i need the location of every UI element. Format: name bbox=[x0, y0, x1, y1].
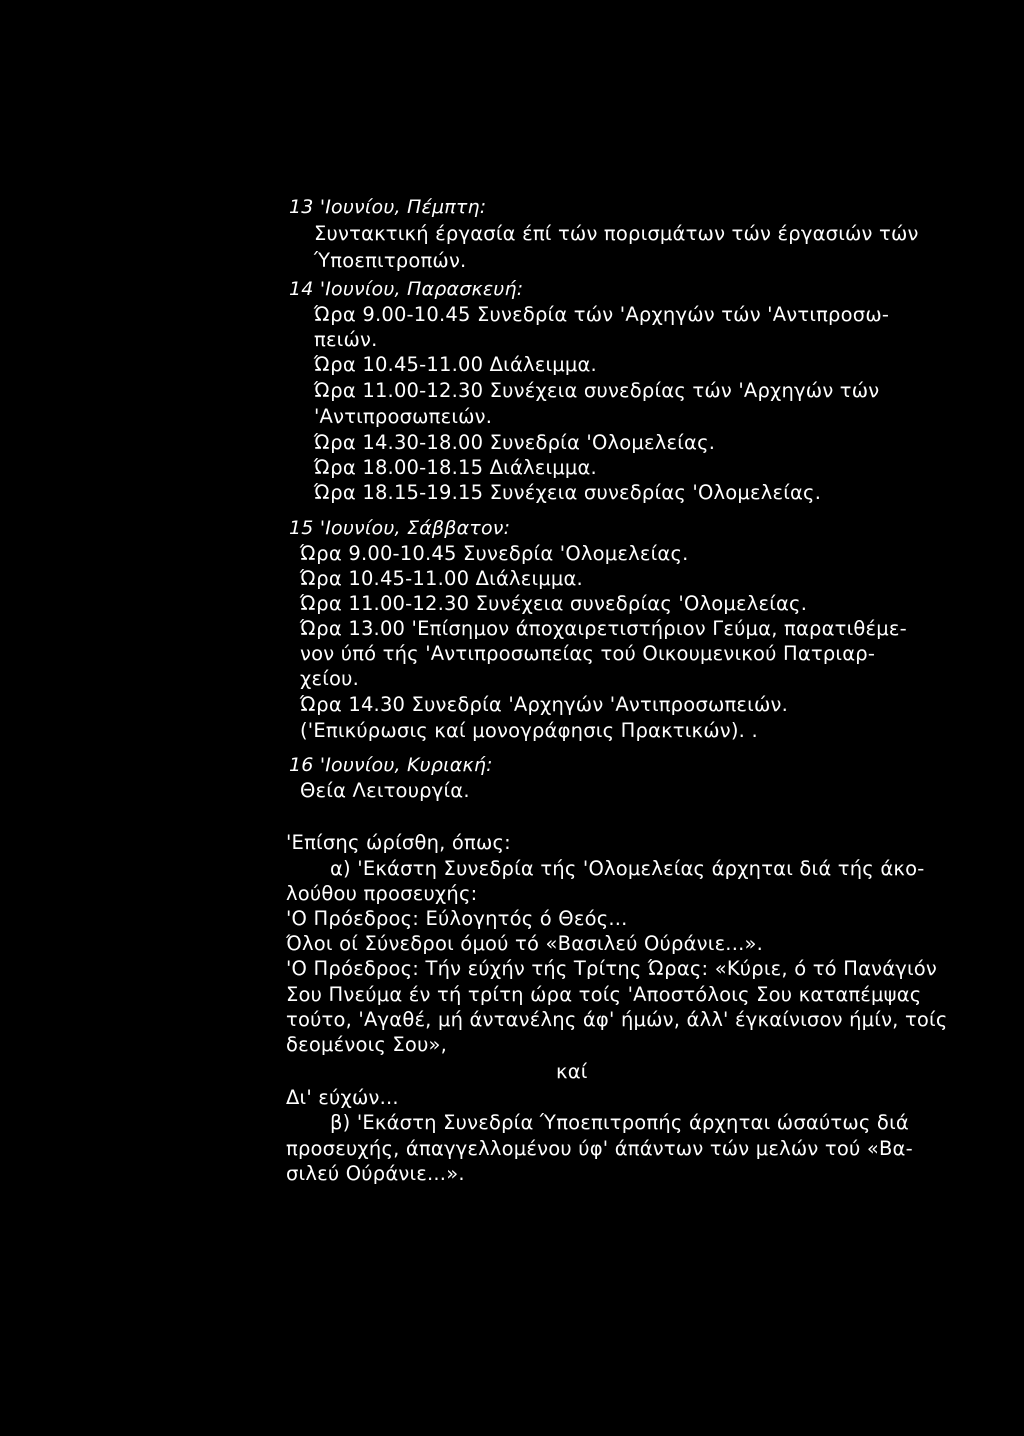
day14-line: Ώρα 11.00-12.30 Συνέχεια συνεδρίας τών 'Αρχηγών τών bbox=[314, 379, 880, 402]
day15-line: χείου. bbox=[300, 667, 360, 690]
notes-line: Σου Πνεύμα έν τή τρίτη ώρα τοίς 'Αποστόλοις Σου καταπέμψας bbox=[286, 983, 922, 1006]
notes-kai: καί bbox=[556, 1060, 588, 1083]
day15-line: Ώρα 10.45-11.00 Διάλειμμα. bbox=[300, 567, 583, 590]
day14-heading: 14 'Ιουνίου, Παρασκευή: bbox=[289, 278, 524, 300]
day16-line: Θεία Λειτουργία. bbox=[300, 779, 470, 802]
day14-line: Ώρα 18.15-19.15 Συνέχεια συνεδρίας 'Ολομελείας. bbox=[314, 481, 822, 504]
day15-line: Ώρα 9.00-10.45 Συνεδρία 'Ολομελείας. bbox=[300, 542, 689, 565]
notes-line: λούθου προσευχής: bbox=[286, 882, 478, 905]
day15-line: Ώρα 11.00-12.30 Συνέχεια συνεδρίας 'Ολομελείας. bbox=[300, 592, 808, 615]
day13-line: Ύποεπιτροπών. bbox=[314, 249, 467, 272]
notes-intro: 'Επίσης ώρίσθη, όπως: bbox=[286, 831, 511, 854]
day14-line: πειών. bbox=[314, 328, 378, 351]
notes-line: προσευχής, άπαγγελλομένου ύφ' άπάντων τών μελών τού «Βα- bbox=[286, 1137, 913, 1160]
day13-heading: 13 'Ιουνίου, Πέμπτη: bbox=[289, 196, 487, 218]
notes-line: Όλοι οί Σύνεδροι όμού τό «Βασιλεύ Ούράνιε...». bbox=[286, 932, 764, 955]
notes-line: 'Ο Πρόεδρος: Τήν εύχήν τής Τρίτης Ώρας: «Κύριε, ό τό Πανάγιόν bbox=[286, 957, 938, 980]
notes-line: τούτο, 'Αγαθέ, μή άντανέλης άφ' ήμών, άλλ' έγκαίνισον ήμίν, τοίς bbox=[286, 1008, 948, 1031]
day15-line: νον ύπό τής 'Αντιπροσωπείας τού Οικουμενικού Πατριαρ- bbox=[300, 642, 876, 665]
day13-line: Συντακτική έργασία έπί τών πορισμάτων τών έργασιών τών bbox=[314, 222, 919, 245]
day15-line: ('Επικύρωσις καί μονογράφησις Πρακτικών). . bbox=[300, 719, 758, 742]
day14-line: 'Αντιπροσωπειών. bbox=[314, 405, 493, 428]
notes-line: 'Ο Πρόεδρος: Εύλογητός ό Θεός... bbox=[286, 907, 628, 930]
notes-line: δεομένοις Σου», bbox=[286, 1033, 448, 1056]
day14-line: Ώρα 18.00-18.15 Διάλειμμα. bbox=[314, 456, 597, 479]
day14-line: Ώρα 10.45-11.00 Διάλειμμα. bbox=[314, 353, 597, 376]
day14-line: Ώρα 14.30-18.00 Συνεδρία 'Ολομελείας. bbox=[314, 431, 716, 454]
day15-heading: 15 'Ιουνίου, Σάββατον: bbox=[289, 517, 511, 539]
day14-line: Ώρα 9.00-10.45 Συνεδρία τών 'Αρχηγών τών 'Αντιπροσω- bbox=[314, 303, 890, 326]
day16-heading: 16 'Ιουνίου, Κυριακή: bbox=[289, 754, 493, 776]
day15-line: Ώρα 14.30 Συνεδρία 'Αρχηγών 'Αντιπροσωπειών. bbox=[300, 693, 788, 716]
notes-line: Δι' εύχών... bbox=[286, 1086, 399, 1109]
day15-line: Ώρα 13.00 'Επίσημον άποχαιρετιστήριον Γεύμα, παρατιθέμε- bbox=[300, 617, 907, 640]
notes-item-b: β) 'Εκάστη Συνεδρία Ύποεπιτροπής άρχηται ώσαύτως διά bbox=[330, 1111, 909, 1134]
notes-item-a: α) 'Εκάστη Συνεδρία τής 'Ολομελείας άρχηται διά τής άκο- bbox=[330, 857, 925, 880]
notes-line: σιλεύ Ούράνιε...». bbox=[286, 1162, 465, 1185]
